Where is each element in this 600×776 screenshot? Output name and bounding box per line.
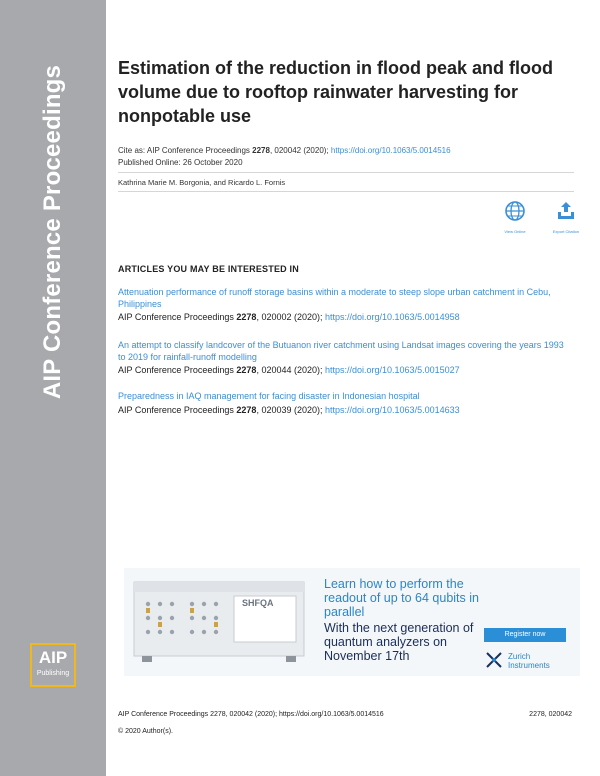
cite-prefix: AIP Conference Proceedings	[118, 404, 237, 415]
company-name-line1: Zurich	[508, 652, 531, 661]
device-label: SHFQA	[242, 598, 274, 608]
cite-prefix: AIP Conference Proceedings	[118, 365, 237, 375]
related-article-citation	[118, 312, 573, 324]
related-article	[118, 340, 573, 377]
related-article	[118, 287, 573, 324]
article-title: Estimation of the reduction in flood peak and flood volume due to rooftop rainwater harvesting for nonpotable use	[118, 58, 553, 126]
divider	[118, 172, 574, 173]
ad-subheadline: With the next generation of quantum analyzers on November 17th	[324, 621, 474, 663]
export-icon	[555, 200, 577, 222]
doi-link[interactable]: https://doi.org/10.1063/5.0014516	[330, 146, 451, 155]
ad-headline-block	[324, 577, 494, 663]
related-article-title-link[interactable]: An attempt to classify landcover of the Butuanon river catchment using Landsat images covering the years 1993 to 2019 for rainfall-runoff modelling	[118, 340, 564, 362]
related-article-title-link[interactable]: Attenuation performance of runoff storage basins within a moderate to steep slope urban catchment in Cebu, Philippines	[118, 287, 551, 309]
doi-link[interactable]: https://doi.org/10.1063/5.0014958	[325, 312, 460, 322]
register-now-button[interactable]: Register now	[484, 628, 566, 642]
view-online-label: View Online	[504, 229, 526, 234]
company-name	[508, 652, 550, 670]
cite-volume: 2278	[252, 146, 270, 155]
related-articles-heading: ARTICLES YOU MAY BE INTERESTED IN	[118, 264, 299, 274]
related-article	[118, 391, 573, 416]
advertisement-banner[interactable]	[124, 568, 580, 676]
doi-link[interactable]: https://doi.org/10.1063/5.0014633	[325, 404, 460, 415]
related-article-citation	[118, 405, 573, 417]
cite-rest: , 020042 (2020);	[269, 146, 331, 155]
company-name-line2: Instruments	[508, 661, 550, 670]
doi-link[interactable]: https://doi.org/10.1063/5.0015027	[325, 365, 460, 375]
logo-sub-text: Publishing	[36, 670, 70, 677]
export-citation-label: Export Citation	[552, 229, 580, 234]
cite-rest: , 020044 (2020);	[256, 365, 325, 375]
cite-prefix: AIP Conference Proceedings	[118, 312, 237, 322]
footer-citation: AIP Conference Proceedings 2278, 020042 (2020); https://doi.org/10.1063/5.0014516	[118, 711, 384, 718]
zurich-instruments-icon	[484, 650, 504, 670]
sidebar	[0, 0, 106, 776]
cite-volume: 2278	[236, 365, 257, 375]
quantum-analyzer-device-image	[128, 574, 316, 672]
ad-headline: Learn how to perform the readout of up to 64 qubits in parallel	[324, 577, 479, 619]
logo-main-text: AIP	[38, 648, 68, 667]
view-online-button[interactable]	[495, 200, 535, 234]
cite-rest: , 020039 (2020);	[256, 404, 325, 415]
zurich-instruments-logo	[484, 650, 574, 672]
divider	[118, 191, 574, 192]
cite-rest: , 020002 (2020);	[256, 312, 325, 322]
export-citation-button[interactable]	[546, 200, 586, 234]
authors: Kathrina Marie M. Borgonia, and Ricardo L. Fornis	[118, 178, 286, 187]
copyright-notice: © 2020 Author(s).	[118, 728, 173, 735]
cite-line	[118, 145, 451, 156]
published-date: Published Online: 26 October 2020	[118, 158, 243, 167]
related-article-citation	[118, 365, 573, 377]
cite-prefix: Cite as: AIP Conference Proceedings	[118, 146, 253, 155]
cite-volume: 2278	[236, 404, 257, 415]
journal-name-vertical: AIP Conference Proceedings	[39, 64, 66, 400]
globe-icon	[504, 200, 526, 222]
footer-page-number: 2278, 020042	[529, 711, 572, 718]
related-article-title-link[interactable]: Preparedness in IAQ management for facing disaster in Indonesian hospital	[118, 391, 420, 401]
aip-publishing-logo[interactable]	[30, 643, 76, 687]
cite-volume: 2278	[236, 312, 257, 322]
